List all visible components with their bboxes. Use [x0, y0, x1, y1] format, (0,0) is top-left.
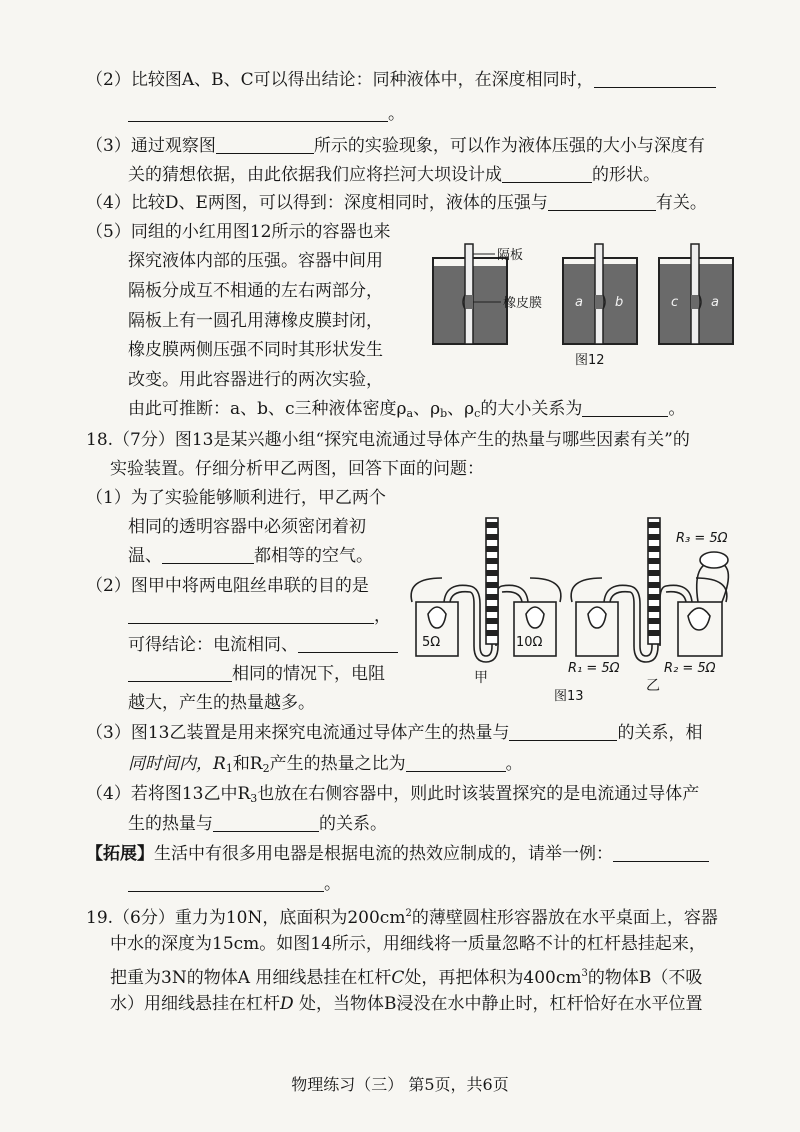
fig12-liquid-c: c — [671, 295, 679, 310]
fig12-container-1 — [433, 244, 507, 344]
q17-part5-line6: 改变。用此容器进行的两次实验， — [128, 370, 383, 390]
q18-part4-line1: （4）若将图13乙中$R_3$也放在右侧容器中，则此时该装置探究的是电流通过导体产 — [86, 784, 700, 805]
q19-line1: 19.（6分）重力为10N，底面积为$200cm^2$的薄壁圆柱形容器放在水平桌面上，容器 — [86, 908, 718, 928]
fig13-caption: 图13 — [554, 689, 584, 704]
answer-blank[interactable] — [128, 605, 374, 624]
fig13-left-r1: 5Ω — [422, 635, 441, 650]
fig12-liquid-b: b — [615, 295, 624, 310]
answer-blank[interactable] — [213, 813, 319, 832]
q19-line4: 水）用细线悬挂在杠杆D 处，当物体B浸没在水中静止时，杠杆恰好在水平位置 — [110, 994, 703, 1014]
q18-part2-line2: ， — [128, 604, 391, 628]
q17-part5-line5: 橡皮膜两侧压强不同时其形状发生 — [128, 340, 383, 360]
answer-blank[interactable] — [406, 753, 506, 772]
q17-part4: （4）比较D、E两图，可以得到：深度相同时，液体的压强与 有关。 — [86, 193, 707, 213]
q18-extension-line1: 【拓展】生活中有很多用电器是根据电流的热效应制成的，请举一例： — [86, 842, 709, 866]
q17-part3-line1: （3）通过观察图 所示的实验现象，可以作为液体压强的大小与深度有 — [86, 136, 705, 156]
answer-blank[interactable] — [548, 192, 656, 211]
q18-part2-line5: 越大，产生的热量越多。 — [128, 693, 315, 713]
page-footer: 物理练习（三） 第5页，共6页 — [291, 1075, 509, 1094]
q18-part3-line2: 同时间内，$R_1$和$R_2$产生的热量之比为 。 — [128, 754, 523, 775]
fig13-right-r1: R₁ = 5Ω — [568, 661, 620, 676]
q17-part3-line2: 关的猜想依据，由此依据我们应将拦河大坝设计成 的形状。 — [128, 165, 660, 185]
q17-part5-line7: 由此可推断：a、b、c三种液体密度$\rho_a$、$\rho_b$、$\rho_c$的大小关系为 。 — [128, 399, 686, 420]
answer-blank[interactable] — [502, 164, 592, 183]
q19-line2: 中水的深度为15cm。如图14所示，用细线将一质量忽略不计的杠杆悬挂起来， — [110, 934, 706, 954]
fig12-label-partition: 隔板 — [497, 248, 524, 263]
q18-part2-line3: 可得结论：电流相同、 — [128, 633, 398, 657]
fig12-label-membrane: 橡皮膜 — [503, 296, 543, 311]
answer-blank[interactable] — [298, 634, 398, 653]
fig12-container-3 — [659, 244, 733, 344]
fig13-right-label: 乙 — [646, 678, 660, 694]
q17-part5-line4: 隔板上有一圆孔用薄橡皮膜封闭， — [128, 311, 383, 331]
fig12-caption: 图12 — [575, 353, 605, 368]
q18-part1-line2: 相同的透明容器中必须密闭着初 — [128, 517, 366, 537]
fig13-left-label: 甲 — [474, 670, 488, 686]
q18-part1-line1: （1）为了实验能够顺利进行，甲乙两个 — [86, 488, 386, 508]
fig12-liquid-a: a — [575, 295, 583, 310]
answer-blank[interactable] — [216, 135, 314, 154]
answer-blank[interactable] — [582, 398, 668, 417]
q18-part2-line1: （2）图甲中将两电阻丝串联的目的是 — [86, 576, 369, 596]
answer-blank[interactable] — [128, 663, 232, 682]
answer-blank[interactable] — [162, 545, 254, 564]
q17-part5-line1: （5）同组的小红用图12所示的容器也来 — [86, 222, 391, 242]
q17-part2-line1: （2）比较图A、B、C可以得出结论：同种液体中，在深度相同时， — [86, 68, 716, 92]
fig13-right-r3: R₃ = 5Ω — [676, 531, 728, 546]
q18-part4-line2: 生的热量与 的关系。 — [128, 814, 387, 834]
fig12-liquid-a2: a — [711, 295, 719, 310]
q18-extension-line2: 。 — [128, 872, 341, 896]
answer-blank[interactable] — [613, 843, 709, 862]
q17-part5-line2: 探究液体内部的压强。容器中间用 — [128, 251, 383, 271]
figure-13 — [408, 492, 750, 712]
fig13-left-r2: 10Ω — [516, 635, 543, 650]
q18-part3-line1: （3）图13乙装置是用来探究电流通过导体产生的热量与 的关系，相 — [86, 723, 703, 743]
answer-blank[interactable] — [509, 722, 617, 741]
answer-blank[interactable] — [128, 103, 388, 122]
q18-header-line1: 18.（7分）图13是某兴趣小组“探究电流通过导体产生的热量与哪些因素有关”的 — [86, 430, 690, 450]
fig13-right-r2: R₂ = 5Ω — [664, 661, 716, 676]
answer-blank[interactable] — [594, 69, 716, 88]
q19-line3: 把重为3N的物体A 用细线悬挂在杠杆C处，再把体积为$400cm^3$的物体B（不吸 — [110, 968, 703, 988]
q17-part2-line2: 。 — [128, 102, 405, 126]
fig12-container-2 — [563, 244, 637, 344]
figure-12 — [425, 240, 745, 368]
q18-part2-line4: 相同的情况下，电阻 — [128, 662, 385, 686]
answer-blank[interactable] — [128, 873, 324, 892]
q18-part1-line3: 温、 都相等的空气。 — [128, 546, 373, 566]
q17-part5-line3: 隔板分成互不相通的左右两部分， — [128, 281, 383, 301]
q18-header-line2: 实验装置。仔细分析甲乙两图，回答下面的问题： — [110, 459, 484, 479]
